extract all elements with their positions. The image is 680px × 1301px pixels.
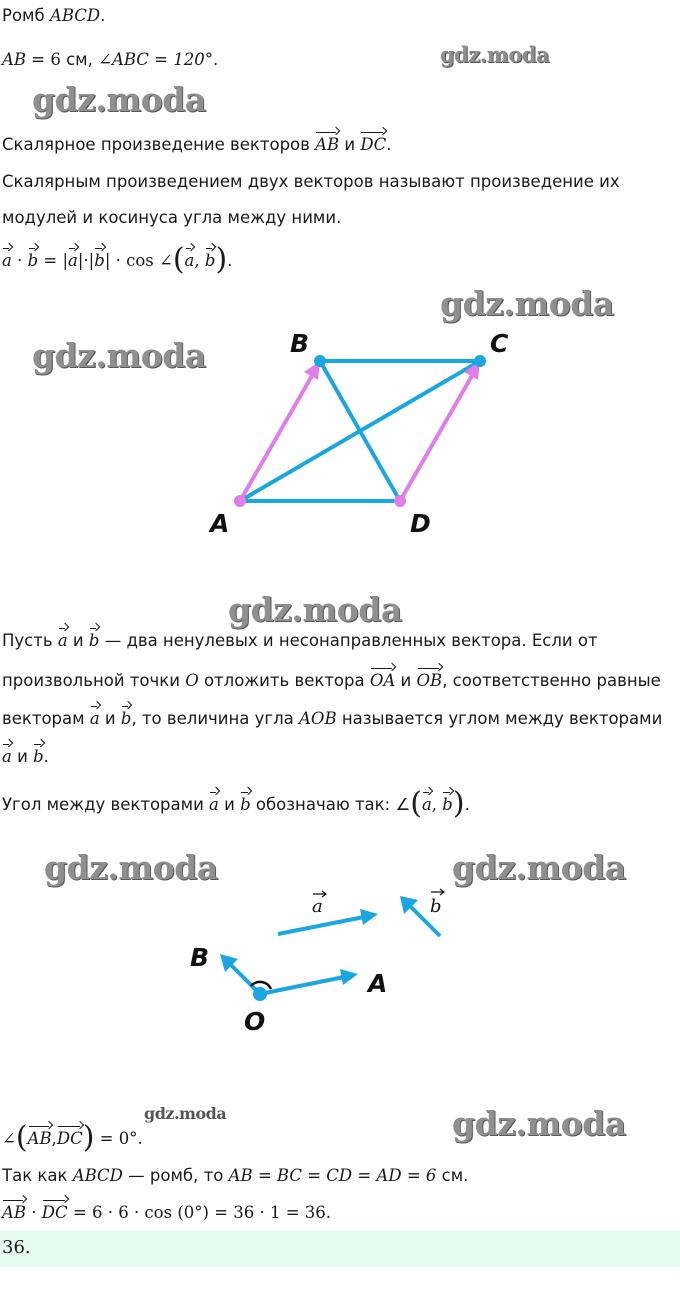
angle-definition-line-4: a и b. <box>2 740 49 766</box>
watermark: gdz.moda <box>44 848 218 887</box>
angle-figure <box>0 870 680 1060</box>
point-c <box>474 355 486 367</box>
label-b: B <box>190 943 210 972</box>
angle-definition-line-1: Пусть a и b — два ненулевых и несонаправленных вектора. Если от <box>2 624 598 650</box>
point-o <box>253 987 267 1001</box>
angle-definition-line-2: произвольной точки O отложить вектора OA и OB, соответственно равные <box>2 664 661 690</box>
label-a: A <box>210 509 230 538</box>
label-vec-b: b <box>430 896 442 917</box>
vector-a-head <box>360 909 378 925</box>
answer-box <box>0 1231 680 1267</box>
vector-oa <box>260 977 344 994</box>
vector-oa-head <box>340 969 358 985</box>
point-a <box>234 495 246 507</box>
point-b <box>314 355 326 367</box>
angle-definition-line-3: векторам a и b, то величина угла AOB называется углом между векторами <box>2 702 662 728</box>
vector-dc <box>400 374 473 501</box>
given-line-1: Ромб ABCD. <box>2 6 106 25</box>
result-angle: ∠(AB,DC) = 0°. <box>2 1120 143 1155</box>
watermark: gdz.moda <box>452 848 626 887</box>
rhombus-figure <box>0 320 680 580</box>
label-o: O <box>244 1007 266 1036</box>
dot-product-formula: a · b = |a|·|b| · cos ∠(a, b). <box>2 242 233 277</box>
vector-a <box>278 917 364 934</box>
definition-line-1: Скалярным произведением двух векторов называют произведение их <box>2 172 620 191</box>
watermark: gdz.moda <box>452 1104 626 1143</box>
watermark: gdz.moda <box>440 42 550 67</box>
diagonal-bd <box>320 361 400 501</box>
watermark: gdz.moda <box>144 1104 227 1123</box>
label-vec-b-arrow <box>431 889 444 895</box>
answer-value: 36. <box>2 1237 31 1258</box>
watermark: gdz.moda <box>32 336 206 375</box>
watermark: gdz.moda <box>440 284 614 323</box>
watermark: gdz.moda <box>228 590 402 629</box>
result-rhombus: Так как ABCD — ромб, то AB = BC = CD = AD = 6 см. <box>2 1166 469 1185</box>
notation-line: Угол между векторами a и b обозначаю так: ∠(a, b). <box>2 786 470 821</box>
label-c: C <box>490 329 509 358</box>
label-d: D <box>410 509 431 538</box>
label-a: A <box>368 969 388 998</box>
label-b: B <box>290 329 310 358</box>
result-calculation: AB · DC = 6 · 6 · cos (0°) = 36 · 1 = 36. <box>2 1196 331 1222</box>
definition-line-2: модулей и косинуса угла между ними. <box>2 208 342 227</box>
point-d <box>394 495 406 507</box>
find-line: Скалярное произведение векторов AB и DC. <box>2 128 391 154</box>
label-vec-a: a <box>312 896 323 917</box>
watermark: gdz.moda <box>32 80 206 119</box>
given-line-2: AB = 6 см, ∠ABC = 120°. <box>2 50 219 69</box>
